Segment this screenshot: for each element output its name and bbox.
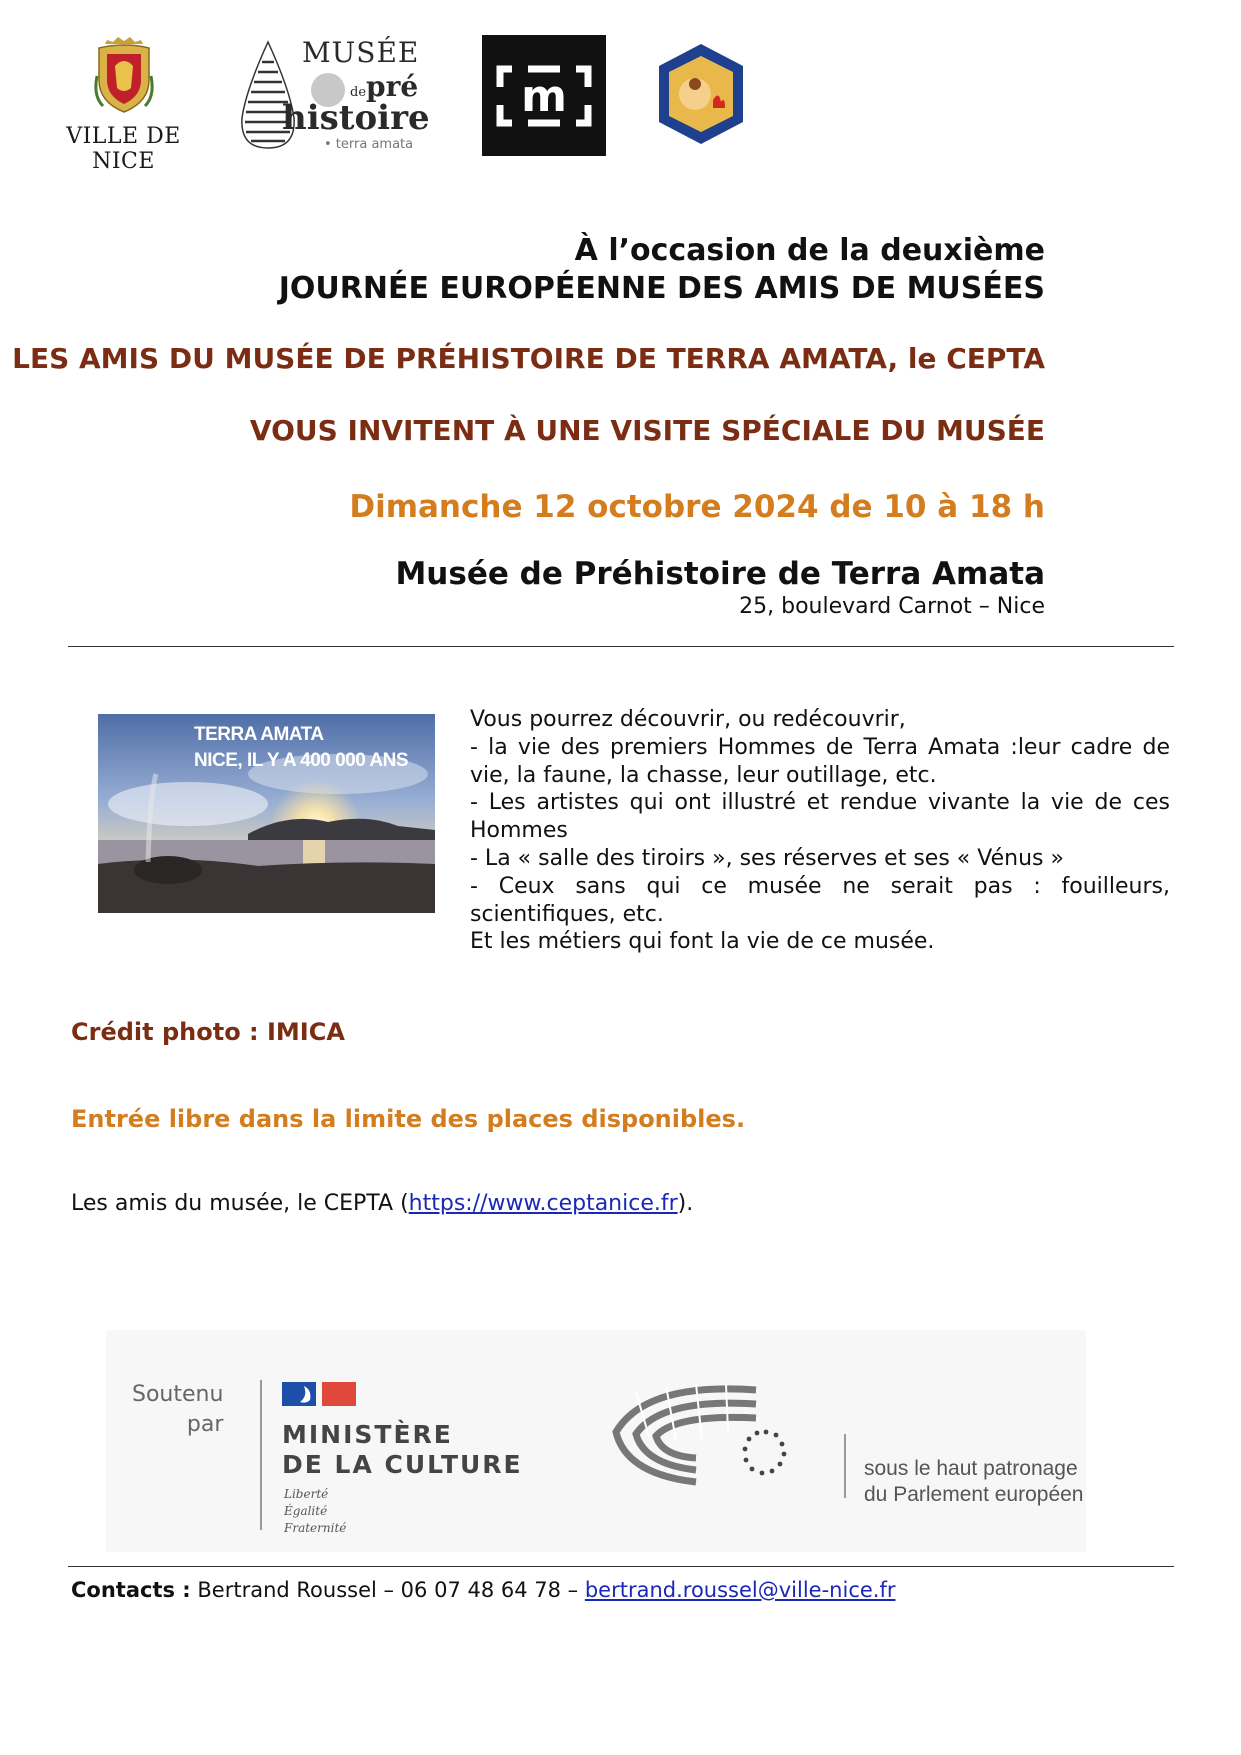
cepta-mention-prefix: Les amis du musée, le CEPTA ( (71, 1191, 409, 1216)
program-item-tiroirs: - La « salle des tiroirs », ses réserves et ses « Vénus » (470, 845, 1064, 871)
ville-de-nice-label: VILLE DE NICE (66, 124, 181, 174)
nice-crest-icon (93, 36, 155, 114)
m-letter: m (521, 71, 567, 122)
cepta-logo (655, 42, 747, 146)
program-item-fouilleurs: - Ceux sans qui ce musée ne serait pas : fouilleurs, scientifiques, etc. (470, 873, 1170, 927)
sponsor-divider-1 (260, 1380, 262, 1530)
venue-address: 25, boulevard Carnot – Nice (739, 594, 1045, 619)
divider-bottom (68, 1566, 1174, 1567)
patronage-line1: sous le haut patronage (864, 1457, 1078, 1480)
ministere-culture-logo (282, 1420, 523, 1480)
european-parliament-icon (606, 1382, 806, 1492)
contacts-text: Bertrand Roussel – 06 07 48 64 78 – (190, 1578, 585, 1602)
musee-prehistoire-logo (238, 34, 438, 152)
marianne-flag-icon (282, 1380, 358, 1408)
musee-label: MUSÉE (302, 36, 420, 69)
program-item-artistes: - Les artistes qui ont illustré et rendue vivante la vie de ces Hommes (470, 790, 1170, 844)
header-journee: JOURNÉE EUROPÉENNE DES AMIS DE MUSÉES (278, 271, 1045, 306)
photo-credit: Crédit photo : IMICA (71, 1018, 345, 1046)
ministere-line1: MINISTÈRE (282, 1420, 453, 1449)
sponsors-band (106, 1330, 1086, 1552)
motto-egalite: Égalité (284, 1504, 328, 1518)
ministere-line2: DE LA CULTURE (282, 1450, 523, 1479)
contacts-line (71, 1578, 896, 1602)
event-date: Dimanche 12 octobre 2024 de 10 à 18 h (349, 489, 1045, 525)
musee-histoire-label: histoire (282, 98, 430, 138)
soutenu-par-label (132, 1380, 223, 1440)
par-text: par (186, 1412, 224, 1437)
header-invitation: VOUS INVITENT À UNE VISITE SPÉCIALE DU MUSÉE (249, 414, 1045, 447)
program-description (470, 706, 1170, 956)
cepta-mention (71, 1191, 693, 1216)
musee-de-label: de (350, 85, 367, 100)
contact-email-link[interactable]: bertrand.roussel@ville-nice.fr (584, 1578, 896, 1602)
musee-terra-amata-label: • terra amata (324, 137, 414, 152)
contacts-label: Contacts : (71, 1578, 191, 1602)
soutenu-text: Soutenu (132, 1382, 224, 1407)
photo-caption-subtitle: NICE, IL Y A 400 000 ANS (194, 750, 408, 771)
parlement-europeen-patronage (864, 1456, 1084, 1508)
patronage-line2: du Parlement européen (864, 1483, 1084, 1506)
m-bracket-icon (482, 35, 606, 156)
program-item-vie: - la vie des premiers Hommes de Terra Amata :leur cadre de vie, la faune, la chasse, leur outillage, etc. (470, 734, 1170, 788)
sponsor-divider-2 (844, 1434, 846, 1498)
cepta-mention-suffix: ). (677, 1191, 694, 1216)
republic-motto (284, 1486, 346, 1537)
header-amis-musee: LES AMIS DU MUSÉE DE PRÉHISTOIRE DE TERRA AMATA, le CEPTA (12, 342, 1045, 375)
ville-de-nice-logo (36, 36, 211, 174)
program-intro: Vous pourrez découvrir, ou redécouvrir, (470, 707, 906, 732)
free-entry-notice: Entrée libre dans la limite des places disponibles. (71, 1105, 746, 1133)
cepta-badge-icon (655, 42, 747, 146)
terra-amata-photo (98, 714, 435, 913)
m-logo (482, 35, 606, 156)
venue-name: Musée de Préhistoire de Terra Amata (395, 556, 1045, 592)
motto-fraternite: Fraternité (284, 1521, 347, 1535)
divider-top (68, 646, 1174, 647)
photo-caption-title: TERRA AMATA (194, 724, 324, 745)
header-occasion: À l’occasion de la deuxième (574, 233, 1045, 268)
musee-pre-text: pré (366, 70, 419, 103)
program-closing: Et les métiers qui font la vie de ce musée. (470, 929, 935, 955)
motto-liberte: Liberté (284, 1487, 329, 1501)
cepta-website-link[interactable]: https://www.ceptanice.fr (408, 1191, 678, 1216)
